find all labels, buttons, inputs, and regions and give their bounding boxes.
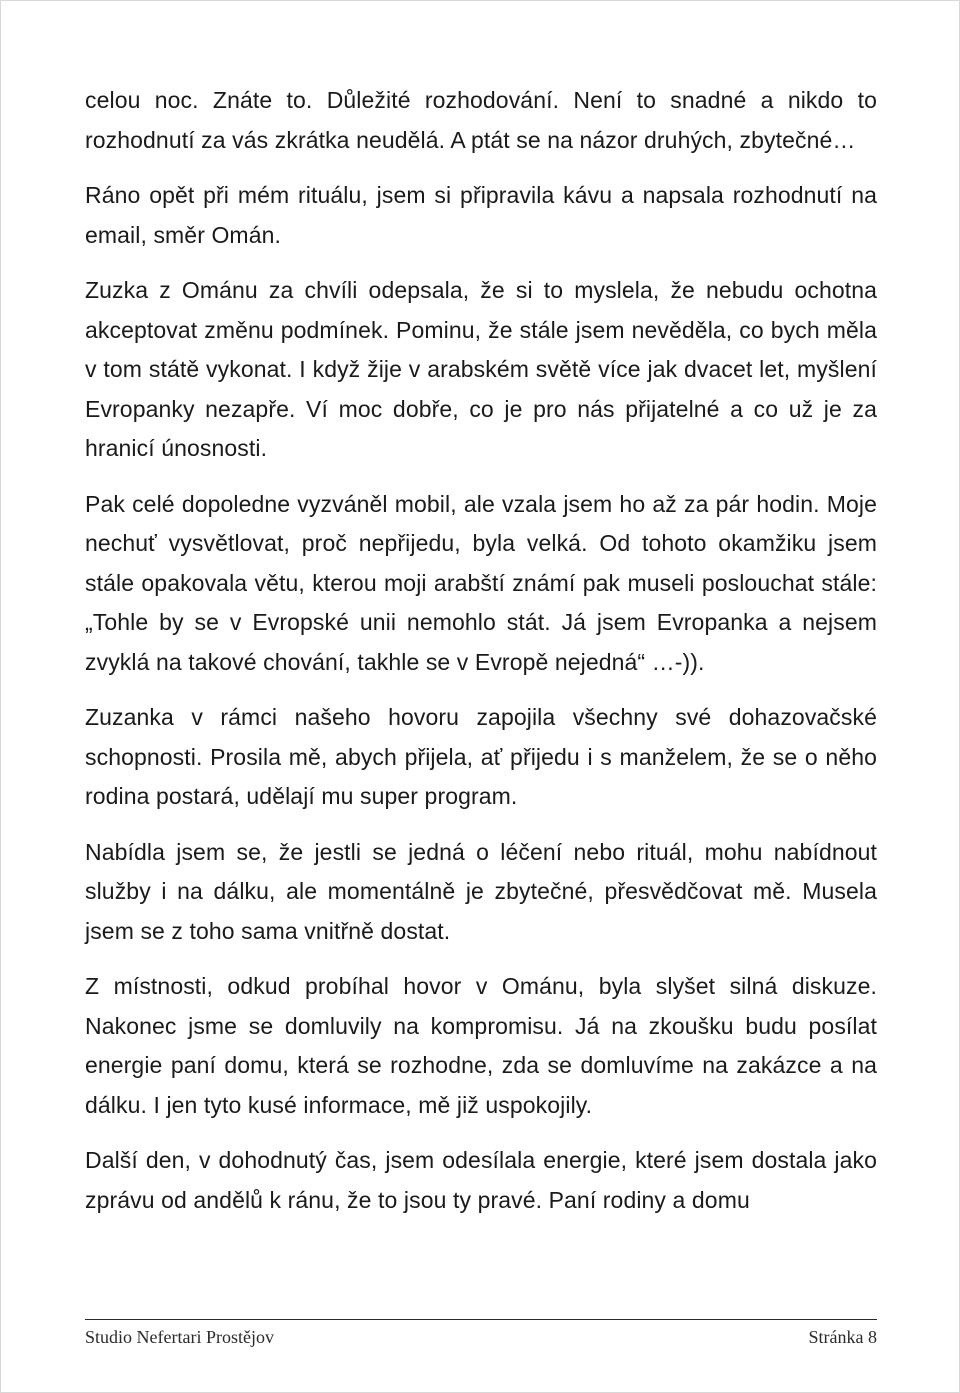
paragraph: Pak celé dopoledne vyzváněl mobil, ale vzala jsem ho až za pár hodin. Moje nechuť vysvětlovat, proč nepřijedu, byla velká. Od tohoto okamžiku jsem stále opakovala větu, kterou moji arabští známí pak museli poslouchat stále: „Tohle by se v Evropské unii nemohlo stát. Já jsem Evropanka a nejsem zvyklá na takové chování, takhle se v Evropě nejedná“ …-)). bbox=[85, 490, 877, 675]
paragraph: Ráno opět při mém rituálu, jsem si připravila kávu a napsala rozhodnutí na email, směr Omán. bbox=[85, 182, 877, 248]
page-body bbox=[85, 81, 877, 1236]
paragraph: Další den, v dohodnutý čas, jsem odesílala energie, které jsem dostala jako zprávu od andělů k ránu, že to jsou ty pravé. Paní rodiny a domu bbox=[85, 1147, 877, 1213]
paragraph: celou noc. Znáte to. Důležité rozhodování. Není to snadné a nikdo to rozhodnutí za vás zkrátka neudělá. A ptát se na názor druhých, zbytečné… bbox=[85, 87, 877, 153]
footer-publisher: Studio Nefertari Prostějov bbox=[85, 1327, 274, 1347]
paragraph: Zuzanka v rámci našeho hovoru zapojila všechny své dohazovačské schopnosti. Prosila mě, abych přijela, ať přijedu i s manželem, že se o něho rodina postará, udělají mu super program. bbox=[85, 704, 877, 809]
paragraph: Z místnosti, odkud probíhal hovor v Ománu, byla slyšet silná diskuze. Nakonec jsme se domluvily na kompromisu. Já na zkoušku budu posílat energie paní domu, která se rozhodne, zda se domluvíme na zakázce a na dálku. I jen tyto kusé informace, mě již uspokojily. bbox=[85, 973, 877, 1118]
paragraph: Zuzka z Ománu za chvíli odepsala, že si to myslela, že nebudu ochotna akceptovat změnu podmínek. Pominu, že stále jsem nevěděla, co bych měla v tom státě vykonat. I když žije v arabském světě více jak dvacet let, myšlení Evropanky nezapře. Ví moc dobře, co je pro nás přijatelné a co už je za hranicí únosnosti. bbox=[85, 277, 877, 461]
footer-page-number: Stránka 8 bbox=[808, 1327, 877, 1347]
page-footer bbox=[85, 1319, 877, 1348]
paragraph: Nabídla jsem se, že jestli se jedná o léčení nebo rituál, mohu nabídnout služby i na dálku, ale momentálně je zbytečné, přesvědčovat mě. Musela jsem se z toho sama vnitřně dostat. bbox=[85, 838, 877, 944]
